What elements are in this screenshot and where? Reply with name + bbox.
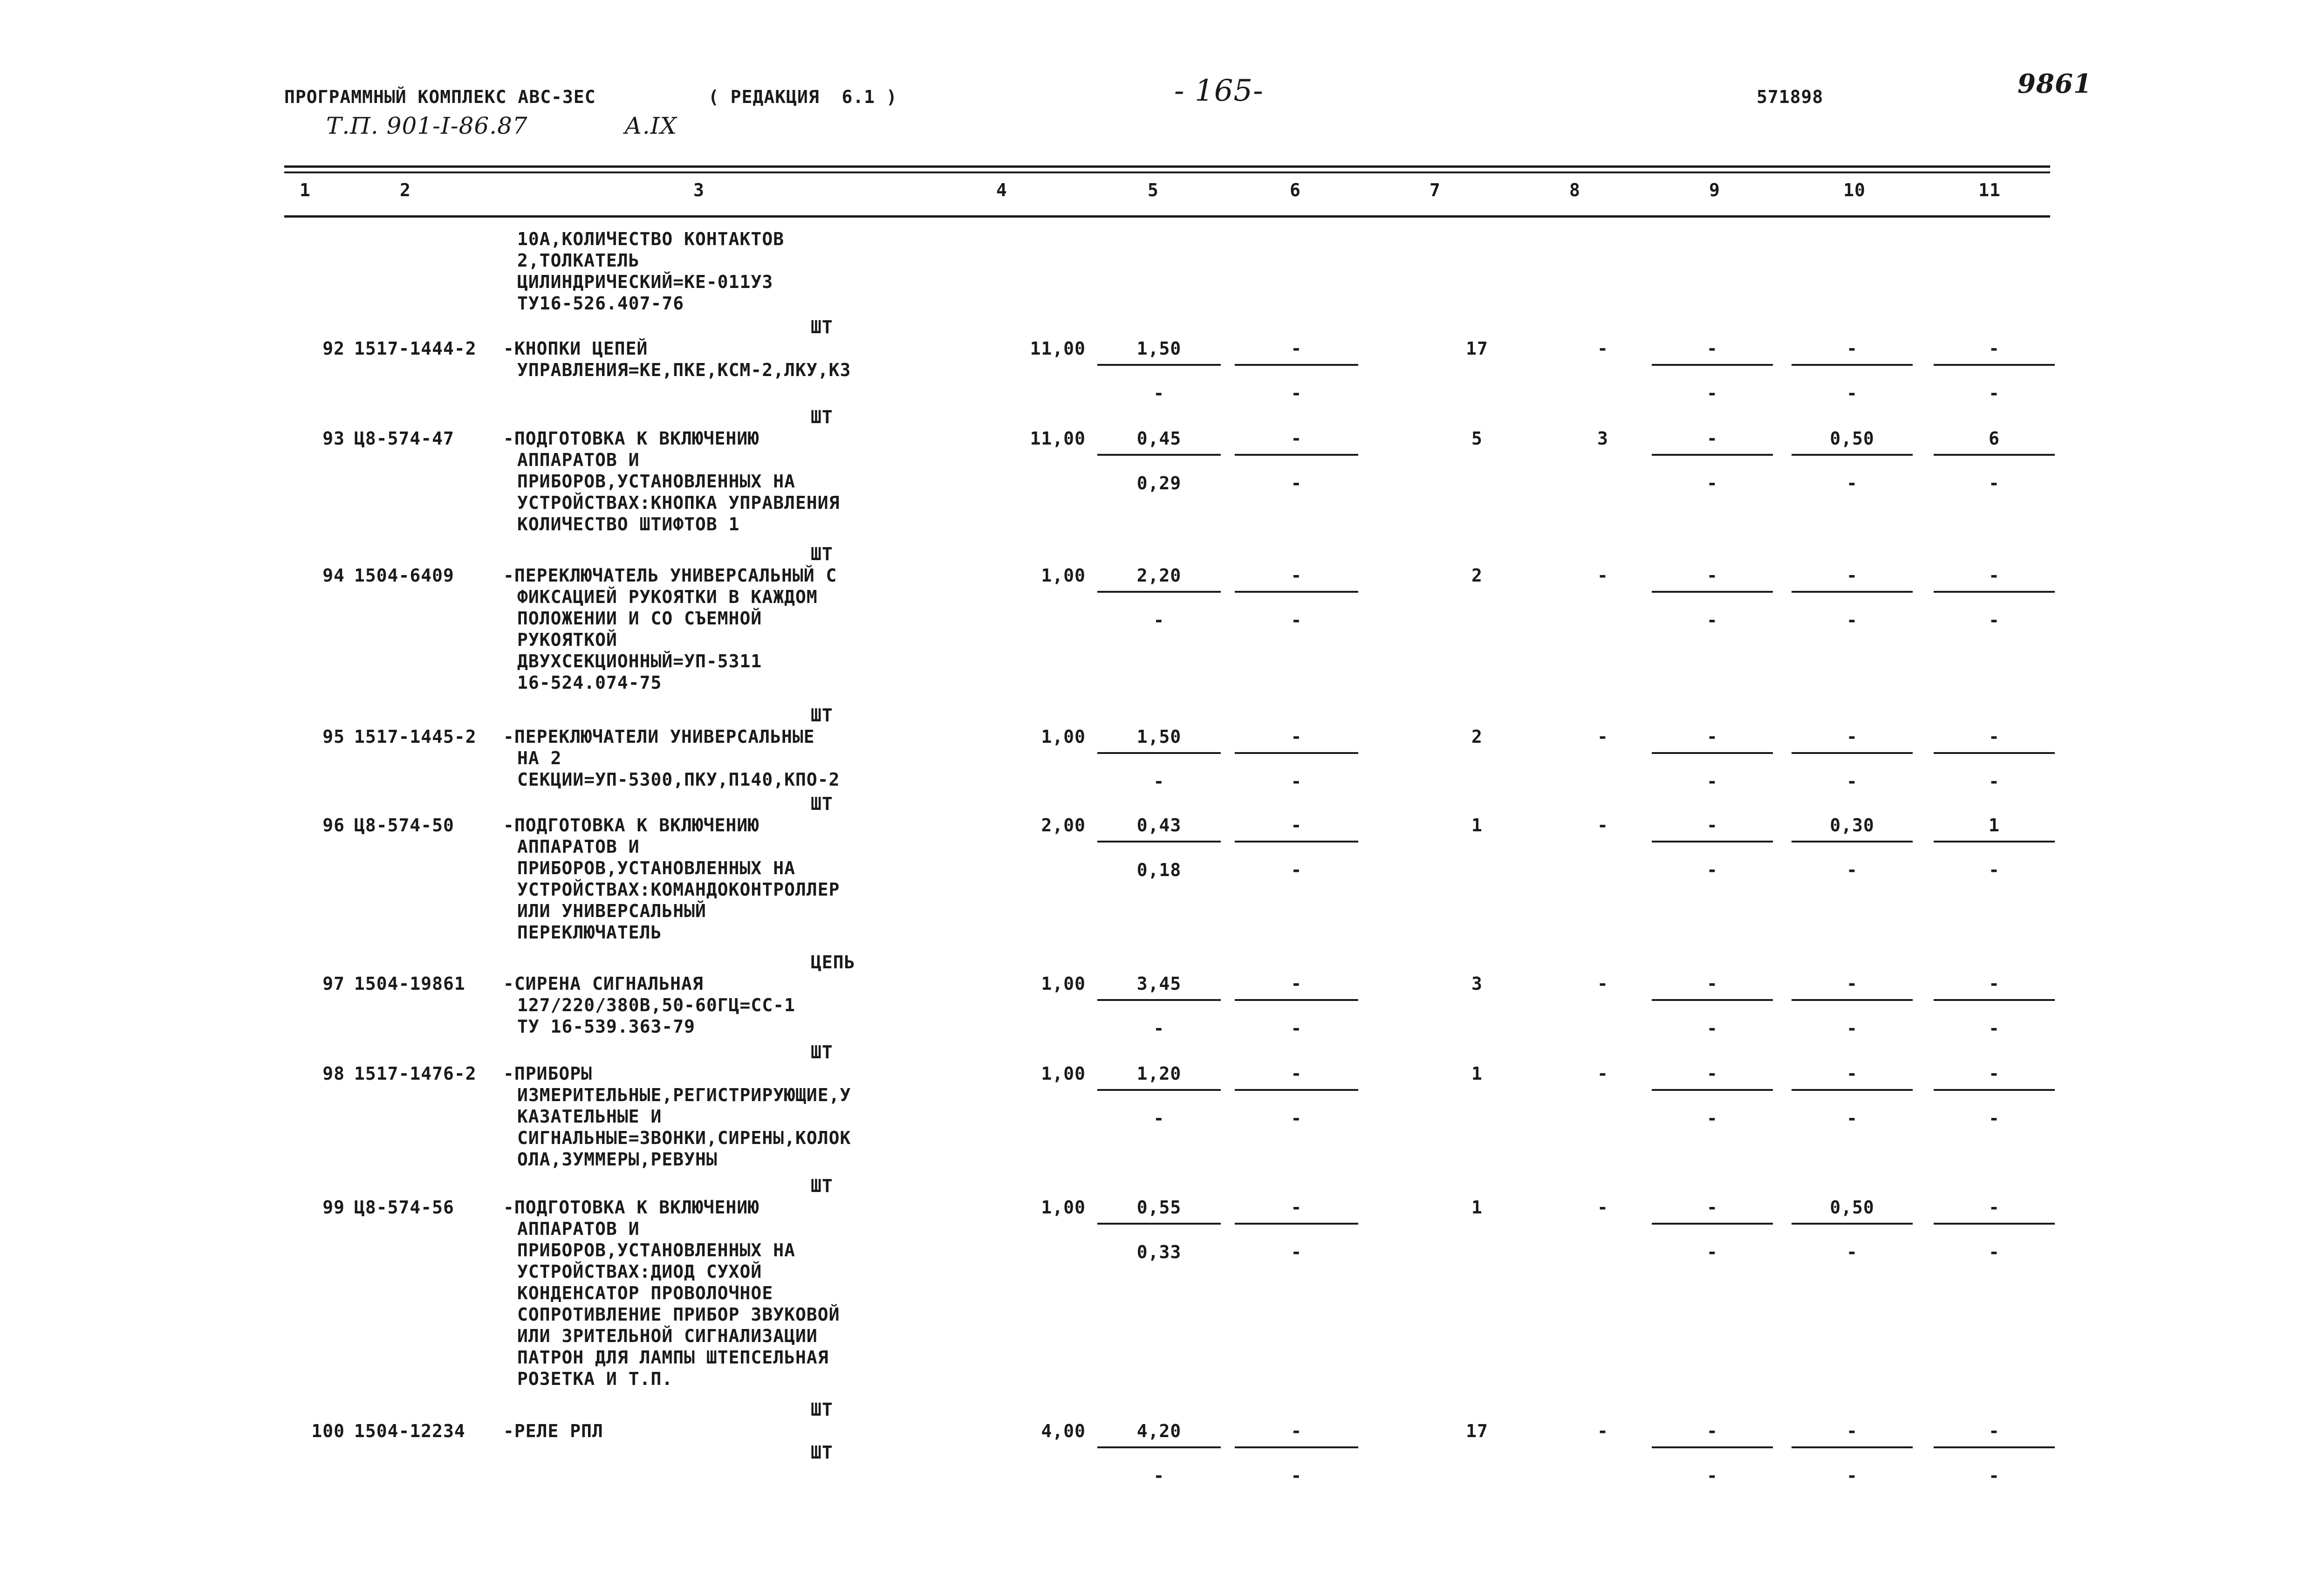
fraction-line <box>1934 999 2055 1001</box>
cell-value: - <box>1597 815 1608 836</box>
corner-mark: 9861 <box>2018 68 2092 99</box>
fraction-line <box>1652 1089 1773 1091</box>
description-line: АППАРАТОВ И <box>517 836 640 857</box>
fraction-line <box>1097 752 1221 754</box>
description-line: -ПОДГОТОВКА К ВКЛЮЧЕНИЮ <box>503 1197 759 1218</box>
unit-label: ШТ <box>811 794 833 814</box>
fraction-line <box>1652 752 1773 754</box>
cell-value: - <box>1597 726 1608 747</box>
cell-value: 1,20 <box>1136 1063 1182 1084</box>
fraction-line <box>1934 752 2055 754</box>
column-header: 11 <box>1978 180 2001 200</box>
cell-value: - <box>1847 1063 1858 1084</box>
column-header: 6 <box>1290 180 1301 200</box>
fraction-line <box>1235 752 1358 754</box>
row-number: 92 <box>322 338 345 359</box>
resource-code: 1504-6409 <box>354 565 454 586</box>
quantity-cell: 1,00 <box>1041 1197 1086 1218</box>
page-number: - 165- <box>1174 74 1264 108</box>
fraction-line <box>1792 1446 1913 1448</box>
fraction-line <box>1652 591 1773 593</box>
description-line: АППАРАТОВ И <box>517 1219 640 1239</box>
column-header: 10 <box>1843 180 1866 200</box>
unit-label: ШТ <box>811 1176 833 1196</box>
fraction-line <box>1097 591 1221 593</box>
cell-value: 4,20 <box>1136 1421 1182 1441</box>
row-number: 97 <box>322 973 345 994</box>
description-line: -ПОДГОТОВКА К ВКЛЮЧЕНИЮ <box>503 815 759 836</box>
cell-value: - <box>1153 1108 1165 1129</box>
description-line: ПЕРЕКЛЮЧАТЕЛЬ <box>517 922 662 943</box>
cell-value: 3,45 <box>1136 973 1182 994</box>
cell-value: - <box>1597 973 1608 994</box>
cell-value: - <box>1291 860 1302 880</box>
fraction-line <box>1934 841 2055 843</box>
resource-code: Ц8-574-50 <box>354 815 454 836</box>
fraction-line <box>1097 841 1221 843</box>
cell-value: 3 <box>1597 428 1608 449</box>
fraction-line <box>1097 1446 1221 1448</box>
cell-value: - <box>1291 1421 1302 1441</box>
cell-value: - <box>1707 610 1718 630</box>
cell-value: - <box>1989 973 2000 994</box>
unit-label: ШТ <box>811 1042 833 1062</box>
cell-value: 17 <box>1466 338 1488 359</box>
fraction-line <box>1792 752 1913 754</box>
cell-value: - <box>1847 473 1858 493</box>
cell-value: - <box>1707 1242 1718 1262</box>
unit-label: ЦЕПЬ <box>811 952 855 973</box>
cell-value: - <box>1707 428 1718 449</box>
description-line: ПАТРОН ДЛЯ ЛАМПЫ ШТЕПСЕЛЬНАЯ <box>517 1347 829 1368</box>
description-line: 127/220/380В,50-60ГЦ=СС-1 <box>517 995 795 1015</box>
fraction-line <box>1235 1089 1358 1091</box>
cell-value: - <box>1291 1108 1302 1129</box>
description-line: УПРАВЛЕНИЯ=КЕ,ПКЕ,КСМ-2,ЛКУ,КЗ <box>517 360 851 380</box>
cell-value: - <box>1707 815 1718 836</box>
description-line: -РЕЛЕ РПЛ <box>503 1421 603 1441</box>
header-rule-bottom <box>284 215 2050 218</box>
cell-value: - <box>1597 1063 1608 1084</box>
cell-value: - <box>1989 338 2000 359</box>
column-header: 8 <box>1569 180 1580 200</box>
cell-value: 0,45 <box>1136 428 1182 449</box>
cell-value: - <box>1597 565 1608 586</box>
description-line: АППАРАТОВ И <box>517 450 640 470</box>
cell-value: - <box>1847 726 1858 747</box>
description-line: КОЛИЧЕСТВО ШТИФТОВ 1 <box>517 514 740 534</box>
cell-value: - <box>1291 1018 1302 1039</box>
description-line: НА 2 <box>517 748 562 768</box>
fraction-line <box>1934 1223 2055 1225</box>
cell-value: - <box>1707 1063 1718 1084</box>
cell-value: - <box>1989 473 2000 493</box>
row-number: 95 <box>322 726 345 747</box>
cell-value: - <box>1153 771 1165 792</box>
fraction-line <box>1652 454 1773 456</box>
cell-value: 3 <box>1471 973 1483 994</box>
column-header: 2 <box>400 180 411 200</box>
cell-value: 0,43 <box>1136 815 1182 836</box>
fraction-line <box>1652 1223 1773 1225</box>
fraction-line <box>1934 591 2055 593</box>
description-line: УСТРОЙСТВАХ:ДИОД СУХОЙ <box>517 1261 762 1282</box>
fraction-line <box>1097 454 1221 456</box>
cell-value: - <box>1989 771 2000 792</box>
cell-value: 6 <box>1989 428 2000 449</box>
cell-value: - <box>1597 1197 1608 1218</box>
quantity-cell: 1,00 <box>1041 973 1086 994</box>
resource-code: Ц8-574-47 <box>354 428 454 449</box>
cell-value: - <box>1989 1421 2000 1441</box>
cell-value: - <box>1989 565 2000 586</box>
album-label: А.IX <box>624 112 677 139</box>
cell-value: - <box>1989 1197 2000 1218</box>
cell-value: 17 <box>1466 1421 1488 1441</box>
description-line: -ПОДГОТОВКА К ВКЛЮЧЕНИЮ <box>503 428 759 449</box>
cell-value: - <box>1597 1421 1608 1441</box>
fraction-line <box>1097 1223 1221 1225</box>
cell-value: - <box>1291 1063 1302 1084</box>
fraction-line <box>1097 364 1221 366</box>
description-line: ПРИБОРОВ,УСТАНОВЛЕННЫХ НА <box>517 1240 795 1260</box>
quantity-cell: 1,00 <box>1041 726 1086 747</box>
description-line: 16-524.074-75 <box>517 672 662 693</box>
fraction-line <box>1652 999 1773 1001</box>
cell-value: - <box>1847 771 1858 792</box>
cell-value: - <box>1291 473 1302 493</box>
cell-value: - <box>1291 1197 1302 1218</box>
fraction-line <box>1792 591 1913 593</box>
document-code: 571898 <box>1757 87 1824 107</box>
cell-value: 5 <box>1471 428 1483 449</box>
cell-value: - <box>1847 1242 1858 1262</box>
fraction-line <box>1235 1223 1358 1225</box>
cell-value: - <box>1597 338 1608 359</box>
project-code: Т.П. 901-I-86.87 <box>326 112 528 139</box>
column-header: 1 <box>300 180 311 200</box>
program-title: ПРОГРАММНЫЙ КОМПЛЕКС АВС-3ЕС <box>284 87 596 107</box>
quantity-cell: 11,00 <box>1030 428 1086 449</box>
description-line: 10А,КОЛИЧЕСТВО КОНТАКТОВ <box>517 229 785 249</box>
cell-value: - <box>1291 1242 1302 1262</box>
fraction-line <box>1792 364 1913 366</box>
cell-value: - <box>1707 973 1718 994</box>
cell-value: 2 <box>1471 726 1483 747</box>
cell-value: - <box>1847 383 1858 404</box>
description-line: СИГНАЛЬНЫЕ=ЗВОНКИ,СИРЕНЫ,КОЛОК <box>517 1128 851 1148</box>
resource-code: 1504-19861 <box>354 973 465 994</box>
fraction-line <box>1097 1089 1221 1091</box>
description-line: СЕКЦИИ=УП-5300,ПКУ,П140,КПО-2 <box>517 769 840 790</box>
row-number: 96 <box>322 815 345 836</box>
unit-label: ШТ <box>811 705 833 726</box>
fraction-line <box>1097 999 1221 1001</box>
cell-value: 0,29 <box>1136 473 1182 493</box>
cell-value: - <box>1707 473 1718 493</box>
cell-value: - <box>1847 860 1858 880</box>
description-line: -КНОПКИ ЦЕПЕЙ <box>503 338 648 359</box>
fraction-line <box>1934 1089 2055 1091</box>
cell-value: - <box>1707 860 1718 880</box>
column-header: 4 <box>996 180 1007 200</box>
description-line: -ПРИБОРЫ <box>503 1063 593 1084</box>
cell-value: - <box>1989 610 2000 630</box>
description-line: УСТРОЙСТВАХ:КНОПКА УПРАВЛЕНИЯ <box>517 493 840 513</box>
fraction-line <box>1235 1446 1358 1448</box>
cell-value: - <box>1707 565 1718 586</box>
quantity-cell: 4,00 <box>1041 1421 1086 1441</box>
cell-value: - <box>1291 565 1302 586</box>
fraction-line <box>1235 364 1358 366</box>
description-line: РУКОЯТКОЙ <box>517 630 617 650</box>
description-line: ПРИБОРОВ,УСТАНОВЛЕННЫХ НА <box>517 471 795 492</box>
cell-value: 0,50 <box>1830 1197 1874 1218</box>
unit-label: ШТ <box>811 407 833 427</box>
cell-value: - <box>1291 771 1302 792</box>
fraction-line <box>1235 841 1358 843</box>
resource-code: 1517-1445-2 <box>354 726 477 747</box>
fraction-line <box>1235 591 1358 593</box>
cell-value: - <box>1989 1466 2000 1486</box>
fraction-line <box>1792 999 1913 1001</box>
description-line: -ПЕРЕКЛЮЧАТЕЛЬ УНИВЕРСАЛЬНЫЙ С <box>503 565 837 586</box>
description-line: ПОЛОЖЕНИИ И СО СЪЕМНОЙ <box>517 608 762 629</box>
cell-value: 2,20 <box>1136 565 1182 586</box>
column-header: 7 <box>1430 180 1441 200</box>
fraction-line <box>1652 1446 1773 1448</box>
description-line: 2,ТОЛКАТЕЛЬ <box>517 250 640 271</box>
cell-value: - <box>1707 1421 1718 1441</box>
cell-value: 1 <box>1989 815 2000 836</box>
quantity-cell: 11,00 <box>1030 338 1086 359</box>
resource-code: 1517-1444-2 <box>354 338 477 359</box>
row-number: 94 <box>322 565 345 586</box>
cell-value: - <box>1707 1197 1718 1218</box>
description-line: КОНДЕНСАТОР ПРОВОЛОЧНОЕ <box>517 1283 773 1303</box>
row-number: 98 <box>322 1063 345 1084</box>
description-line: ЦИЛИНДРИЧЕСКИЙ=КЕ-011У3 <box>517 272 773 292</box>
description-line: ИЛИ ЗРИТЕЛЬНОЙ СИГНАЛИЗАЦИИ <box>517 1326 818 1346</box>
resource-code: 1517-1476-2 <box>354 1063 477 1084</box>
cell-value: - <box>1291 726 1302 747</box>
cell-value: - <box>1847 338 1858 359</box>
description-line: -СИРЕНА СИГНАЛЬНАЯ <box>503 973 704 994</box>
cell-value: 0,55 <box>1136 1197 1182 1218</box>
cell-value: - <box>1707 771 1718 792</box>
cell-value: - <box>1989 1018 2000 1039</box>
cell-value: - <box>1707 1466 1718 1486</box>
cell-value: - <box>1847 1421 1858 1441</box>
description-line: ТУ16-526.407-76 <box>517 293 684 314</box>
cell-value: - <box>1847 1018 1858 1039</box>
cell-value: - <box>1153 1018 1165 1039</box>
row-number: 100 <box>311 1421 345 1441</box>
fraction-line <box>1792 454 1913 456</box>
description-line: ПРИБОРОВ,УСТАНОВЛЕННЫХ НА <box>517 858 795 878</box>
description-line: ИЗМЕРИТЕЛЬНЫЕ,РЕГИСТРИРУЮЩИЕ,У <box>517 1085 851 1105</box>
cell-value: - <box>1847 1466 1858 1486</box>
header-rule-top <box>284 165 2050 168</box>
fraction-line <box>1235 999 1358 1001</box>
column-header: 9 <box>1709 180 1720 200</box>
cell-value: 2 <box>1471 565 1483 586</box>
cell-value: - <box>1707 726 1718 747</box>
cell-value: 1 <box>1471 815 1483 836</box>
unit-label: ШТ <box>811 317 833 337</box>
column-header: 3 <box>693 180 705 200</box>
cell-value: 0,18 <box>1136 860 1182 880</box>
cell-value: 1 <box>1471 1197 1483 1218</box>
cell-value: - <box>1847 1108 1858 1129</box>
description-line: ФИКСАЦИЕЙ РУКОЯТКИ В КАЖДОМ <box>517 587 818 607</box>
unit-label: ШТ <box>811 1442 833 1463</box>
description-line: ТУ 16-539.363-79 <box>517 1016 696 1037</box>
fraction-line <box>1934 454 2055 456</box>
description-line: ДВУХСЕКЦИОННЫЙ=УП-5311 <box>517 651 762 671</box>
description-line: -ПЕРЕКЛЮЧАТЕЛИ УНИВЕРСАЛЬНЫЕ <box>503 726 815 747</box>
edition-label: ( РЕДАКЦИЯ 6.1 ) <box>708 87 897 107</box>
fraction-line <box>1652 841 1773 843</box>
cell-value: - <box>1989 1108 2000 1129</box>
quantity-cell: 2,00 <box>1041 815 1086 836</box>
cell-value: - <box>1291 338 1302 359</box>
cell-value: - <box>1153 1466 1165 1486</box>
description-line: РОЗЕТКА И Т.П. <box>517 1369 673 1389</box>
cell-value: - <box>1153 383 1165 404</box>
quantity-cell: 1,00 <box>1041 565 1086 586</box>
fraction-line <box>1934 1446 2055 1448</box>
cell-value: - <box>1707 338 1718 359</box>
description-line: УСТРОЙСТВАХ:КОМАНДОКОНТРОЛЛЕР <box>517 879 840 900</box>
column-header: 5 <box>1148 180 1159 200</box>
cell-value: - <box>1989 860 2000 880</box>
cell-value: - <box>1989 726 2000 747</box>
cell-value: - <box>1291 1466 1302 1486</box>
cell-value: - <box>1707 1108 1718 1129</box>
description-line: КАЗАТЕЛЬНЫЕ И <box>517 1106 662 1127</box>
fraction-line <box>1792 1223 1913 1225</box>
cell-value: - <box>1291 973 1302 994</box>
cell-value: - <box>1847 565 1858 586</box>
cell-value: - <box>1291 610 1302 630</box>
cell-value: 0,33 <box>1136 1242 1182 1262</box>
fraction-line <box>1235 454 1358 456</box>
cell-value: 0,50 <box>1830 428 1874 449</box>
cell-value: - <box>1707 383 1718 404</box>
cell-value: - <box>1291 428 1302 449</box>
description-line: ОЛА,ЗУММЕРЫ,РЕВУНЫ <box>517 1149 718 1170</box>
cell-value: - <box>1989 1063 2000 1084</box>
fraction-line <box>1792 841 1913 843</box>
cell-value: - <box>1153 610 1165 630</box>
cell-value: - <box>1291 815 1302 836</box>
unit-label: ШТ <box>811 1399 833 1420</box>
fraction-line <box>1792 1089 1913 1091</box>
cell-value: 0,30 <box>1830 815 1874 836</box>
description-line: ИЛИ УНИВЕРСАЛЬНЫЙ <box>517 901 706 921</box>
cell-value: - <box>1291 383 1302 404</box>
cell-value: - <box>1989 383 2000 404</box>
unit-label: ШТ <box>811 544 833 564</box>
quantity-cell: 1,00 <box>1041 1063 1086 1084</box>
cell-value: - <box>1989 1242 2000 1262</box>
cell-value: 1 <box>1471 1063 1483 1084</box>
resource-code: 1504-12234 <box>354 1421 465 1441</box>
fraction-line <box>1934 364 2055 366</box>
row-number: 93 <box>322 428 345 449</box>
cell-value: - <box>1707 1018 1718 1039</box>
cell-value: 1,50 <box>1136 338 1182 359</box>
cell-value: 1,50 <box>1136 726 1182 747</box>
cell-value: - <box>1847 610 1858 630</box>
row-number: 99 <box>322 1197 345 1218</box>
header-rule-top-2 <box>284 171 2050 173</box>
description-line: СОПРОТИВЛЕНИЕ ПРИБОР ЗВУКОВОЙ <box>517 1304 840 1325</box>
cell-value: - <box>1847 973 1858 994</box>
resource-code: Ц8-574-56 <box>354 1197 454 1218</box>
fraction-line <box>1652 364 1773 366</box>
